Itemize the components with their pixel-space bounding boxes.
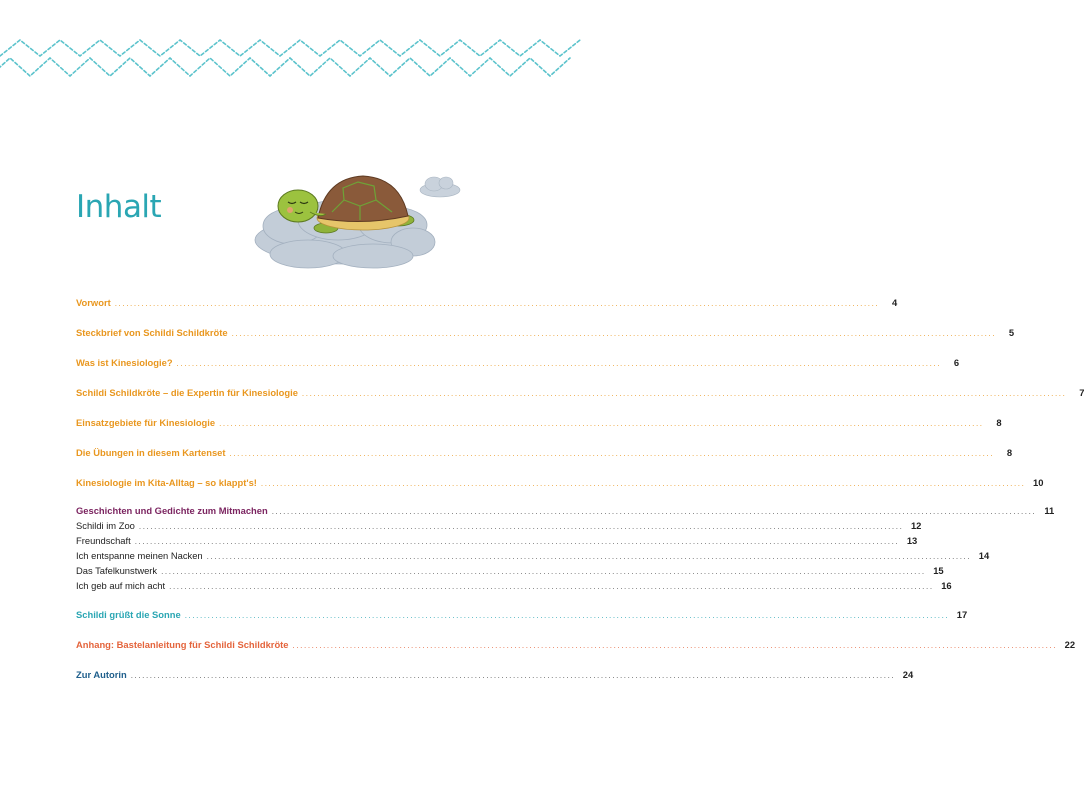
toc-leader-dots: ........................................................................................................................................................................................................ bbox=[184, 611, 950, 620]
toc-entry-page: 17 bbox=[956, 609, 968, 620]
toc-entry[interactable] bbox=[76, 638, 1076, 651]
toc-entry[interactable] bbox=[76, 549, 990, 562]
toc-leader-dots: ........................................................................................................................................................................................................ bbox=[301, 389, 1067, 398]
toc-entry-page: 5 bbox=[1008, 327, 1015, 338]
toc-entry[interactable] bbox=[76, 534, 918, 547]
toc-entry-page: 7 bbox=[1079, 387, 1084, 398]
toc-leader-dots: ........................................................................................................................................................................................................ bbox=[176, 359, 942, 368]
toc-entry-page: 4 bbox=[892, 297, 898, 308]
toc-entry-page: 24 bbox=[902, 669, 914, 680]
toc-entry-label: Geschichten und Gedichte zum Mitmachen bbox=[76, 505, 268, 516]
toc-entry-label: Steckbrief von Schildi Schildkröte bbox=[76, 327, 228, 338]
toc-entry-page: 12 bbox=[910, 520, 922, 531]
toc-entry-label: Kinesiologie im Kita-Alltag – so klappt's! bbox=[76, 477, 257, 488]
toc-entry-page: 6 bbox=[953, 357, 960, 368]
toc-entry-label: Vorwort bbox=[76, 297, 111, 308]
toc-entry-label: Schildi Schildkröte – die Expertin für Kinesiologie bbox=[76, 387, 298, 398]
toc-entry[interactable] bbox=[76, 446, 1013, 459]
toc-entry-page: 8 bbox=[1006, 447, 1013, 458]
toc-entry-label: Ich geb auf mich acht bbox=[76, 580, 166, 591]
toc-entry-label: Freundschaft bbox=[76, 535, 131, 546]
toc-entry[interactable] bbox=[76, 386, 1084, 399]
toc-entry-label: Das Tafelkunstwerk bbox=[76, 565, 158, 576]
toc-entry[interactable] bbox=[76, 476, 1044, 489]
toc-leader-dots: ........................................................................................................................................................................................................ bbox=[114, 299, 880, 308]
zigzag-border-icon bbox=[0, 30, 565, 85]
toc-entry-page: 8 bbox=[996, 417, 1002, 428]
toc-leader-dots: ........................................................................................................................................................................................................ bbox=[229, 449, 995, 458]
toc-entry[interactable] bbox=[76, 504, 1055, 517]
toc-leader-dots: ........................................................................................................................................................................................................ bbox=[231, 329, 997, 338]
toc-entry[interactable] bbox=[76, 326, 1015, 339]
toc-entry-label: Zur Autorin bbox=[76, 669, 127, 680]
toc-entry[interactable] bbox=[76, 608, 968, 621]
toc-leader-dots: ........................................................................................................................................................................................................ bbox=[206, 552, 972, 561]
toc-leader-dots: ........................................................................................................................................................................................................ bbox=[169, 582, 934, 591]
toc-leader-dots: ........................................................................................................................................................................................................ bbox=[130, 671, 896, 680]
toc-leader-dots: ........................................................................................................................................................................................................ bbox=[271, 507, 1037, 516]
toc-leader-dots: ........................................................................................................................................................................................................ bbox=[138, 522, 904, 531]
toc-leader-dots: ........................................................................................................................................................................................................ bbox=[292, 641, 1058, 650]
toc-leader-dots: ........................................................................................................................................................................................................ bbox=[134, 537, 900, 546]
toc-entry-label: Ich entspanne meinen Nacken bbox=[76, 550, 203, 561]
toc-entry-label: Schildi im Zoo bbox=[76, 520, 135, 531]
toc-entry[interactable] bbox=[76, 564, 944, 577]
toc-entry-page: 16 bbox=[941, 580, 952, 591]
toc-leader-dots: ........................................................................................................................................................................................................ bbox=[161, 567, 926, 576]
toc-leader-dots: ........................................................................................................................................................................................................ bbox=[219, 419, 984, 428]
toc-entry-label: Die Übungen in diesem Kartenset bbox=[76, 447, 226, 458]
toc-leader-dots: ........................................................................................................................................................................................................ bbox=[260, 479, 1026, 488]
toc-entry[interactable] bbox=[76, 296, 898, 309]
toc-entry-page: 13 bbox=[906, 535, 918, 546]
toc-entry-label: Schildi grüßt die Sonne bbox=[76, 609, 181, 620]
toc-entry[interactable] bbox=[76, 519, 922, 532]
toc-entry-page: 15 bbox=[933, 565, 944, 576]
toc-entry[interactable] bbox=[76, 668, 914, 681]
toc-entry[interactable] bbox=[76, 579, 952, 592]
toc-entry-page: 10 bbox=[1033, 477, 1044, 488]
toc-entry-label: Einsatzgebiete für Kinesiologie bbox=[76, 417, 216, 428]
toc-entry-page: 22 bbox=[1064, 639, 1076, 650]
toc-entry[interactable] bbox=[76, 416, 1002, 429]
toc-entry-label: Anhang: Bastelanleitung für Schildi Schildkröte bbox=[76, 639, 289, 650]
page-title: Inhalt bbox=[76, 188, 162, 225]
toc-entry-label: Was ist Kinesiologie? bbox=[76, 357, 173, 368]
toc-entry-page: 11 bbox=[1044, 505, 1055, 516]
toc-entry-page: 14 bbox=[978, 550, 990, 561]
toc-entry[interactable] bbox=[76, 356, 960, 369]
sleeping-turtle-on-cloud-icon bbox=[248, 168, 470, 280]
